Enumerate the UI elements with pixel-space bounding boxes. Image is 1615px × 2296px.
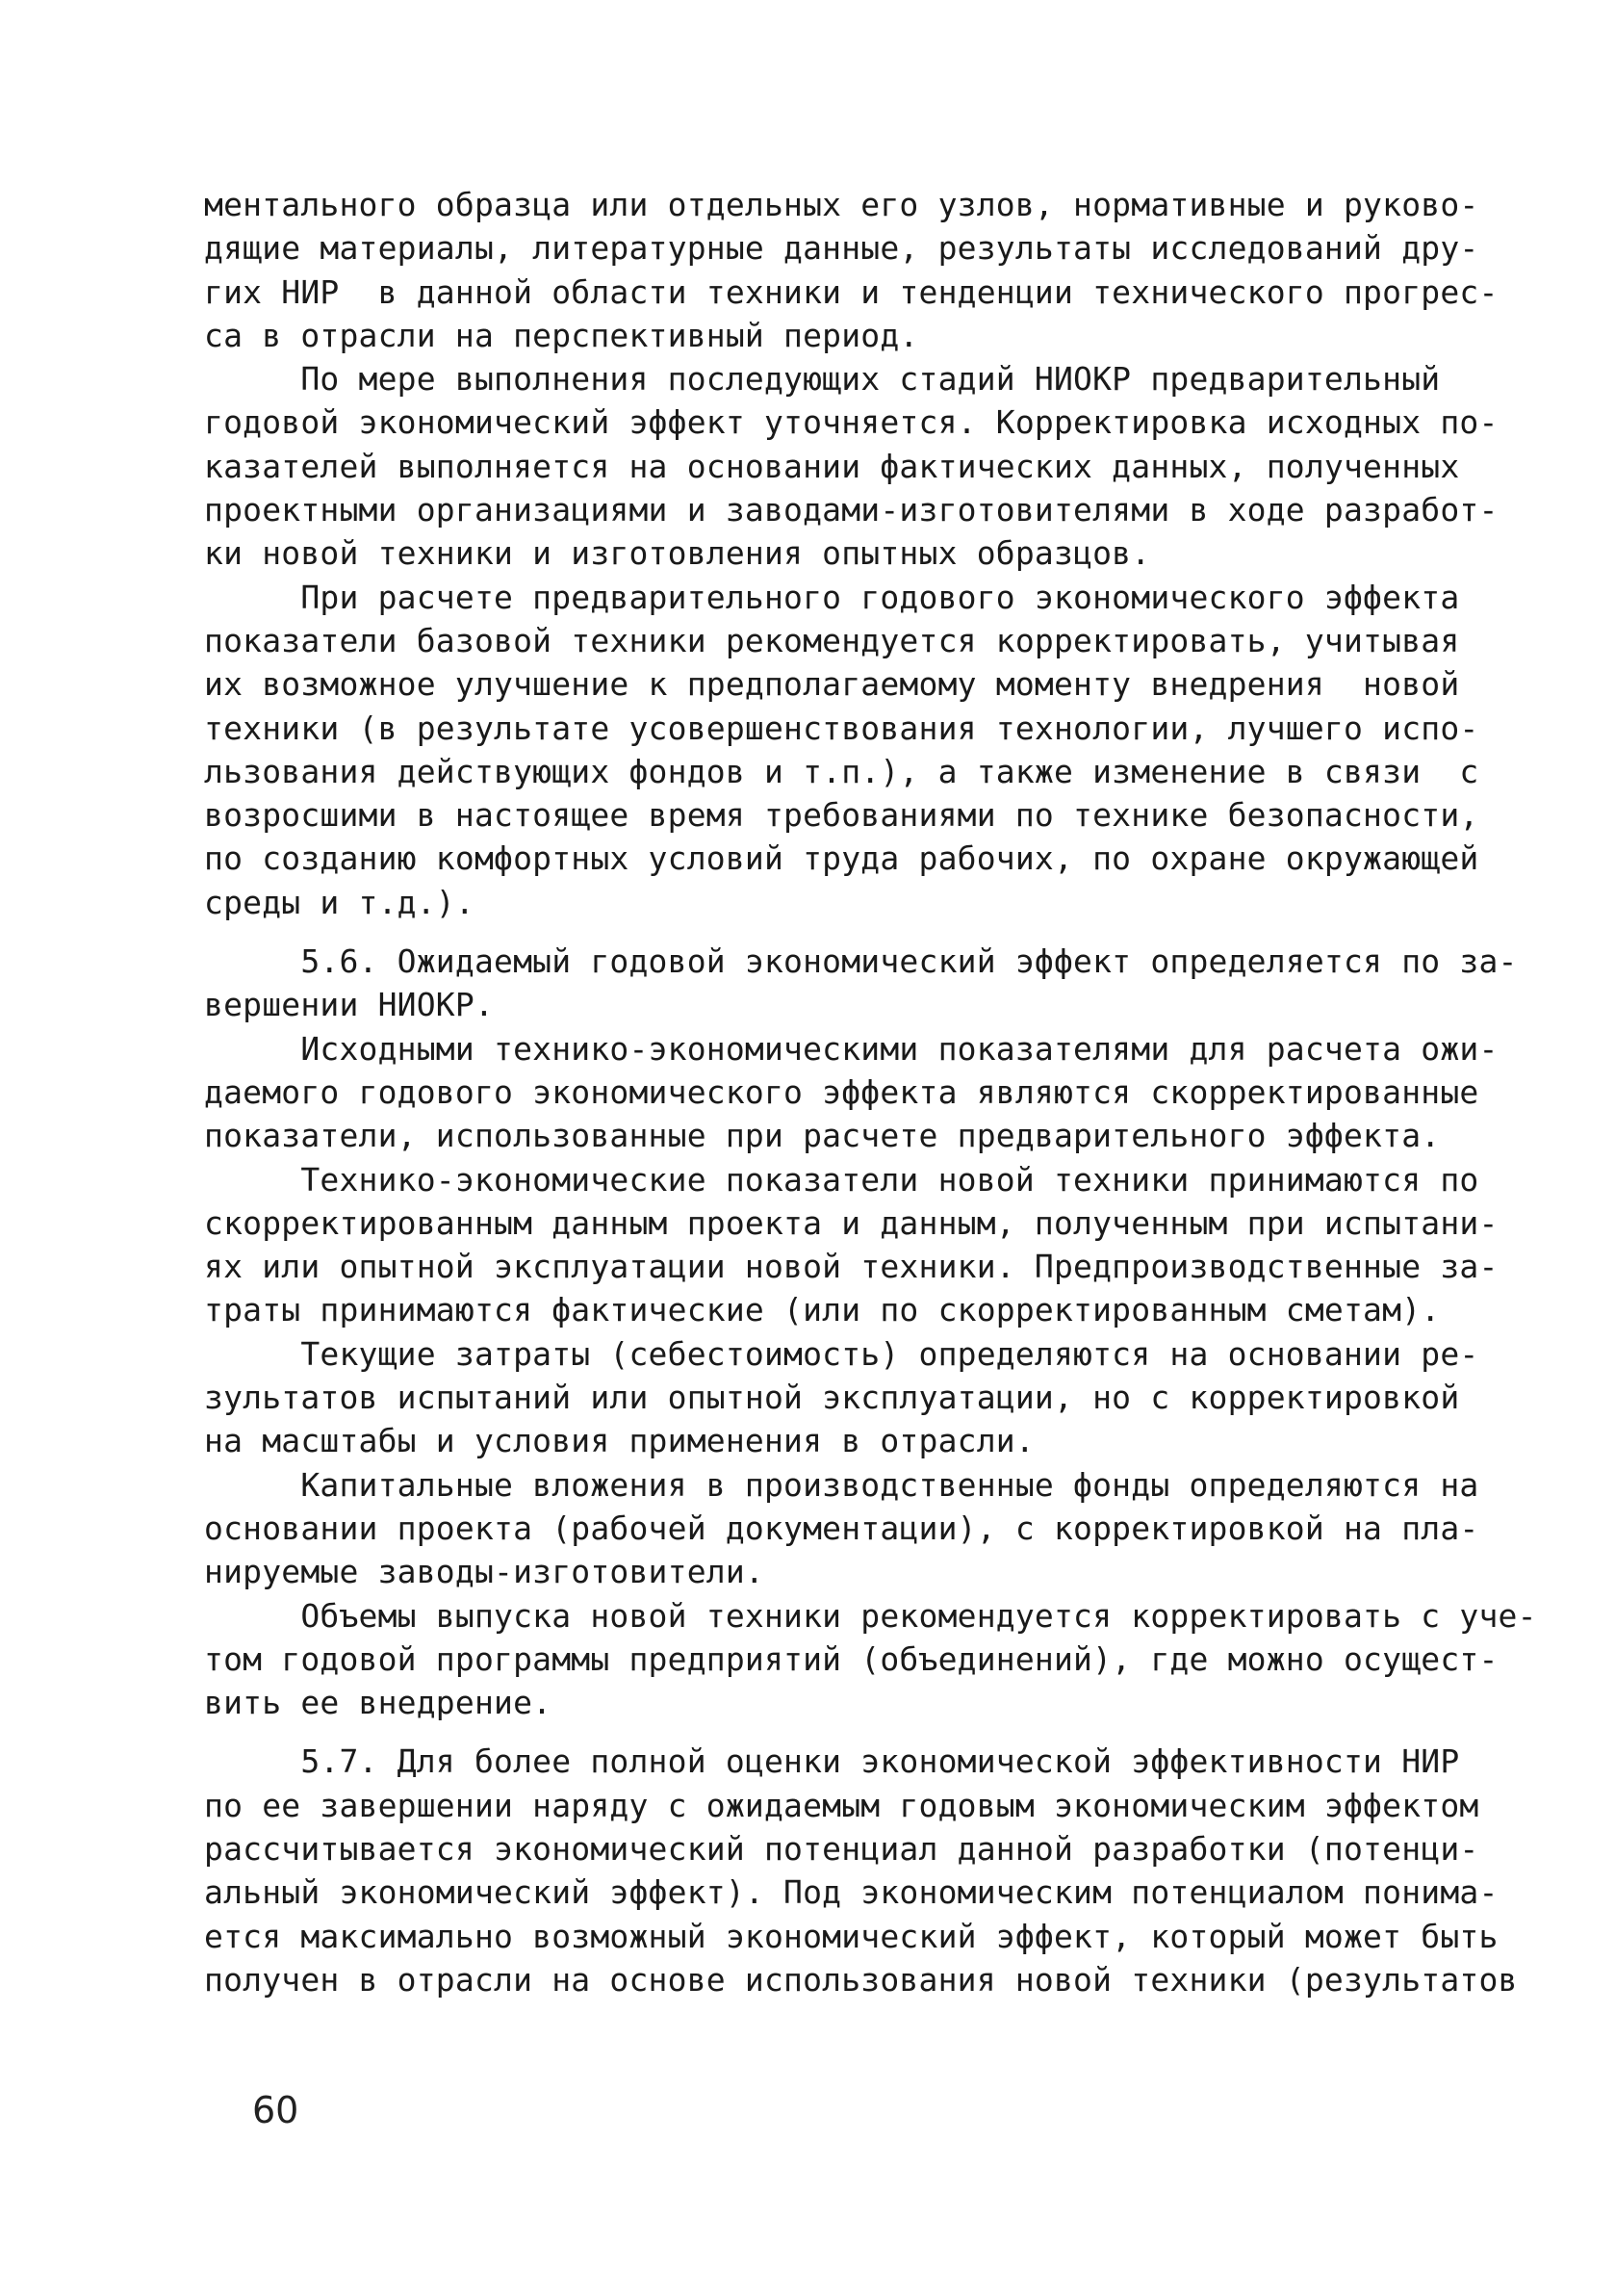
text-line: льзования действующих фондов и т.п.), а также изменение в связи с	[204, 752, 1479, 790]
page-number: 60	[252, 2089, 299, 2131]
text-line: вить ее внедрение.	[204, 1684, 552, 1722]
text-line: показатели, использованные при расчете предварительного эффекта.	[204, 1117, 1441, 1155]
text-line: вершении НИОКР.	[204, 986, 495, 1024]
paragraph	[204, 1332, 1484, 1463]
text-line: показатели базовой техники рекомендуется корректировать, учитывая	[204, 621, 1460, 659]
text-line: годовой экономический эффект уточняется. Корректировка исходных по-	[204, 403, 1499, 442]
text-line: Технико-экономические показатели новой техники принимаются по	[204, 1160, 1479, 1199]
text-line: на масштабы и условия применения в отрасли.	[204, 1422, 1035, 1460]
text-line: ях или опытной эксплуатации новой техники. Предпроизводственные за-	[204, 1248, 1499, 1286]
paragraph	[204, 1158, 1499, 1332]
text-line: Капитальные вложения в производственные фонды определяются на	[204, 1465, 1479, 1504]
text-line: гих НИР в данной области техники и тенденции технического прогрес-	[204, 272, 1499, 311]
text-line: Объемы выпуска новой техники рекомендуется корректировать с уче-	[204, 1596, 1537, 1635]
text-line: зультатов испытаний или опытной эксплуатации, но с корректировкой	[204, 1379, 1460, 1417]
paragraph	[204, 940, 1518, 1027]
text-line: рассчитывается экономический потенциал данной разработки (потенци-	[204, 1829, 1479, 1868]
text-line: скорректированным данным проекта и данным, полученным при испытани-	[204, 1203, 1499, 1242]
text-line: дящие материалы, литературные данные, результаты исследований дру-	[204, 229, 1479, 268]
text-line: среды и т.д.).	[204, 883, 474, 921]
text-line: по созданию комфортных условий труда рабочих, по охране окружающей	[204, 839, 1479, 878]
body-text	[204, 183, 1537, 2001]
text-line: альный экономический эффект). Под экономическим потенциалом понима-	[204, 1873, 1499, 1912]
text-line: са в отрасли на перспективный период.	[204, 316, 919, 354]
text-line: нируемые заводы-изготовители.	[204, 1553, 764, 1591]
paragraph	[204, 576, 1484, 924]
paragraph	[204, 357, 1499, 575]
paragraph	[204, 1740, 1518, 2001]
paragraph	[204, 183, 1499, 357]
text-line: 5.6. Ожидаемый годовой экономический эффект определяется по за-	[204, 942, 1518, 981]
text-line: казателей выполняется на основании фактических данных, полученных	[204, 447, 1460, 485]
text-line: техники (в результате усовершенствования технологии, лучшего испо-	[204, 709, 1479, 747]
text-line: по ее завершении наряду с ожидаемым годовым экономическим эффектом	[204, 1786, 1479, 1824]
text-line: получен в отрасли на основе использования новой техники (результатов	[204, 1960, 1518, 1999]
text-line: том годовой программы предприятий (объединений), где можно осущест-	[204, 1639, 1499, 1678]
text-line: основании проекта (рабочей документации), с корректировкой на пла-	[204, 1509, 1479, 1547]
paragraph	[204, 1027, 1499, 1158]
text-line: По мере выполнения последующих стадий НИОКР предварительный	[204, 360, 1441, 399]
text-line: проектными организациями и заводами-изготовителями в ходе разработ-	[204, 491, 1499, 529]
paragraph	[204, 1463, 1484, 1594]
text-line: ки новой техники и изготовления опытных образцов.	[204, 534, 1151, 573]
text-line: ментального образца или отдельных его узлов, нормативные и руково-	[204, 186, 1479, 223]
text-line: При расчете предварительного годового экономического эффекта	[204, 578, 1460, 616]
text-line: Текущие затраты (себестоимость) определяются на основании ре-	[204, 1334, 1479, 1373]
paragraph	[204, 1594, 1537, 1725]
text-line: ется максимально возможный экономический эффект, который может быть	[204, 1917, 1499, 1955]
text-line: Исходными технико-экономическими показателями для расчета ожи-	[204, 1029, 1499, 1068]
text-line: траты принимаются фактические (или по скорректированным сметам).	[204, 1291, 1441, 1329]
text-line: даемого годового экономического эффекта являются скорректированные	[204, 1072, 1479, 1111]
text-line: возросшими в настоящее время требованиями по технике безопасности,	[204, 796, 1479, 835]
text-line: их возможное улучшение к предполагаемому моменту внедрения новой	[204, 665, 1460, 704]
text-line: 5.7. Для более полной оценки экономической эффективности НИР	[204, 1742, 1460, 1781]
